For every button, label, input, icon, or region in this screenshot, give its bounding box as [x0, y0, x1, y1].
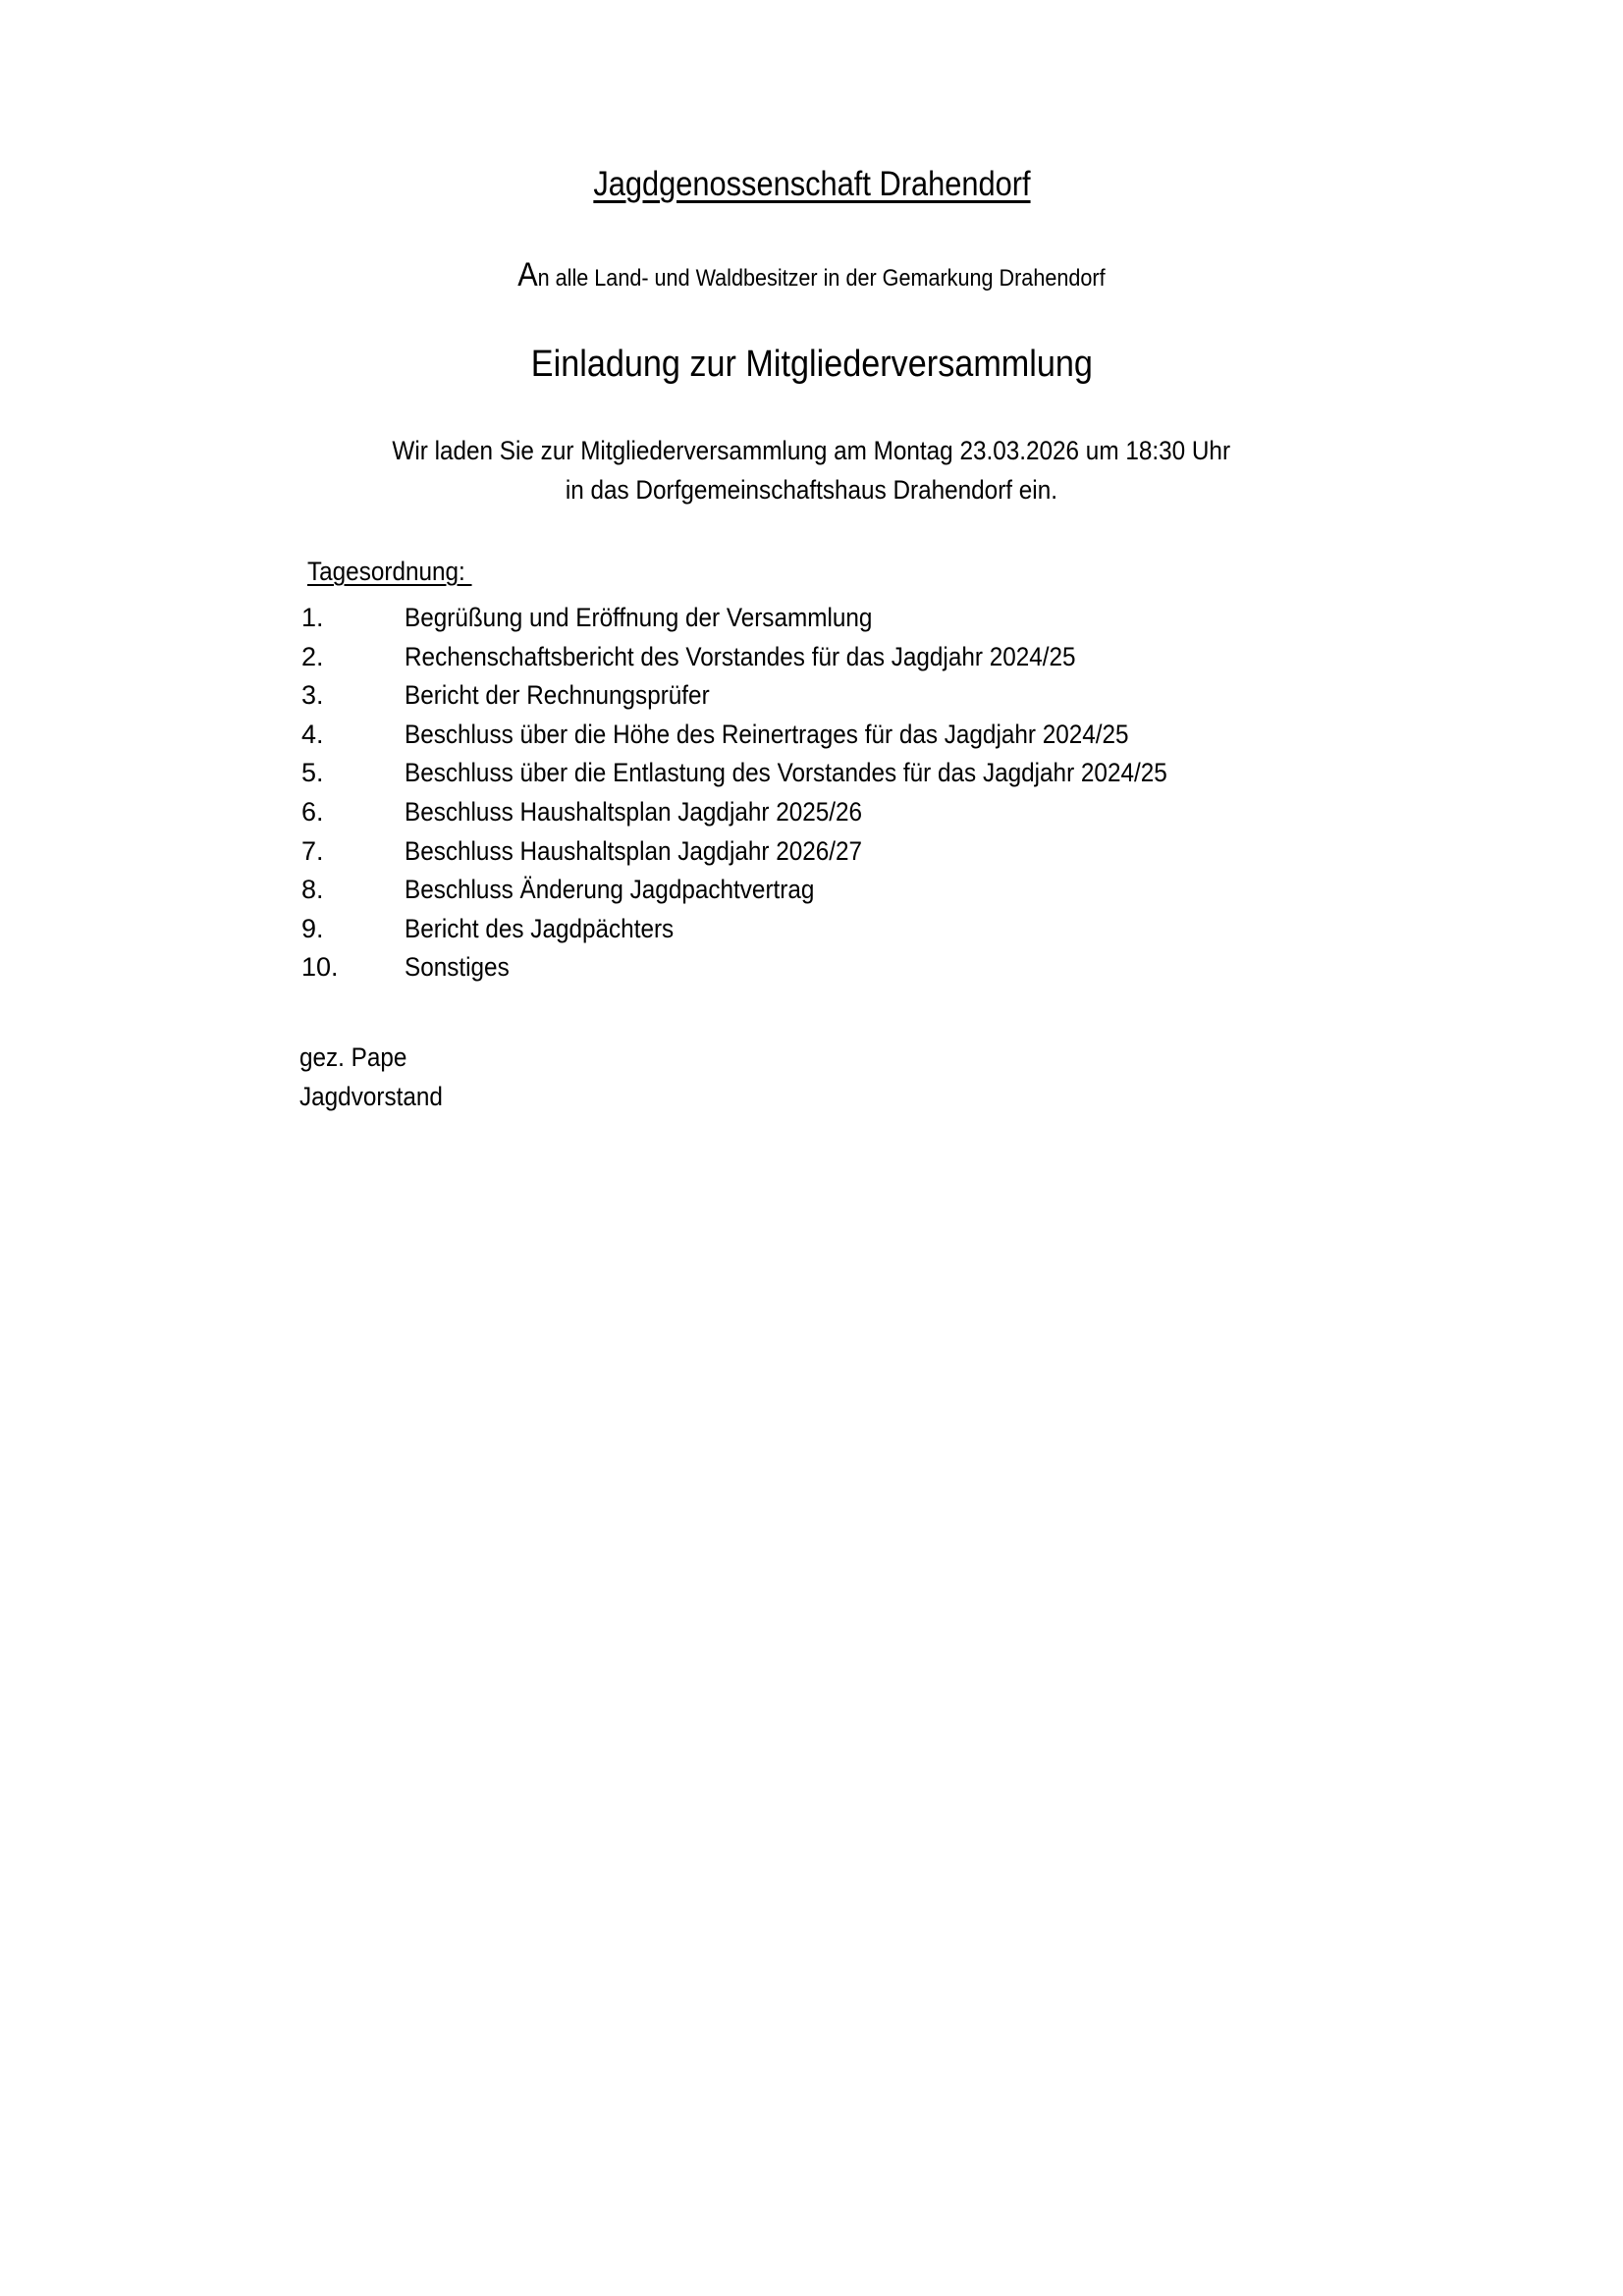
agenda-item — [0, 641, 1623, 683]
agenda-item-number: 2. — [301, 641, 324, 671]
agenda-title-text: Tagesordnung: — [307, 557, 472, 586]
agenda-item — [0, 605, 1623, 644]
signature-name-text: gez. Pape — [299, 1042, 407, 1072]
agenda-item — [0, 954, 1623, 993]
agenda-item-number: 10. — [301, 952, 339, 983]
agenda-item-text: Beschluss Änderung Jagdpachtvertrag — [405, 875, 815, 905]
agenda-item-number: 5. — [301, 758, 324, 788]
agenda-item-number: 8. — [301, 875, 324, 905]
agenda-item-number: 3. — [301, 680, 324, 711]
audience-line — [0, 258, 1623, 292]
agenda-item-text: Rechenschaftsbericht des Vorstandes für das Jagdjahr 2024/25 — [405, 641, 1076, 671]
organization-title — [0, 167, 1623, 201]
invitation-heading-text: Einladung zur Mitgliederversammlung — [530, 344, 1093, 385]
signature-role-text: Jagdvorstand — [299, 1082, 443, 1111]
agenda-item — [0, 682, 1623, 721]
agenda-item-text: Bericht des Jagdpächters — [405, 913, 675, 943]
signature-name — [299, 1044, 419, 1071]
invitation-text-line-1 — [0, 438, 1623, 464]
agenda-item-number: 4. — [301, 719, 324, 749]
agenda-item-text: Begrüßung und Eröffnung der Versammlung — [405, 603, 873, 632]
invitation-line-2-text: in das Dorfgemeinschaftshaus Drahendorf ein. — [565, 475, 1058, 505]
signature-role — [299, 1084, 459, 1110]
agenda-item — [0, 721, 1623, 761]
audience-text — [517, 258, 1105, 292]
agenda-item-text: Beschluss Haushaltsplan Jagdjahr 2025/26 — [405, 796, 863, 827]
agenda-item-text: Bericht der Rechnungsprüfer — [405, 680, 710, 711]
audience-rest: n alle Land- und Waldbesitzer in der Gemarkung Drahendorf — [537, 265, 1106, 292]
agenda-item-number: 6. — [301, 796, 324, 827]
agenda-item-text: Beschluss über die Höhe des Reinertrages für das Jagdjahr 2024/25 — [405, 719, 1129, 749]
agenda-item — [0, 835, 1623, 878]
agenda-item-text: Beschluss über die Entlastung des Vorstandes für das Jagdjahr 2024/25 — [405, 758, 1167, 788]
organization-title-text: Jagdgenossenschaft Drahendorf — [592, 165, 1031, 203]
agenda-item-number: 7. — [301, 835, 324, 866]
agenda-item — [0, 760, 1623, 799]
invitation-heading — [0, 346, 1623, 383]
invitation-text-line-2 — [0, 477, 1623, 504]
invitation-line-1-text: Wir laden Sie zur Mitgliederversammlung am Montag 23.03.2026 um 18:30 Uhr — [392, 436, 1231, 465]
agenda-list — [0, 605, 1623, 993]
agenda-item — [0, 913, 1623, 955]
agenda-item-text: Sonstiges — [405, 952, 510, 983]
audience-first-letter: A — [517, 256, 538, 294]
agenda-title — [307, 559, 490, 585]
agenda-item — [0, 877, 1623, 916]
agenda-item-text: Beschluss Haushaltsplan Jagdjahr 2026/27 — [405, 835, 863, 866]
agenda-item-number: 9. — [301, 913, 324, 943]
agenda-item-number: 1. — [301, 603, 324, 632]
agenda-item — [0, 796, 1623, 838]
